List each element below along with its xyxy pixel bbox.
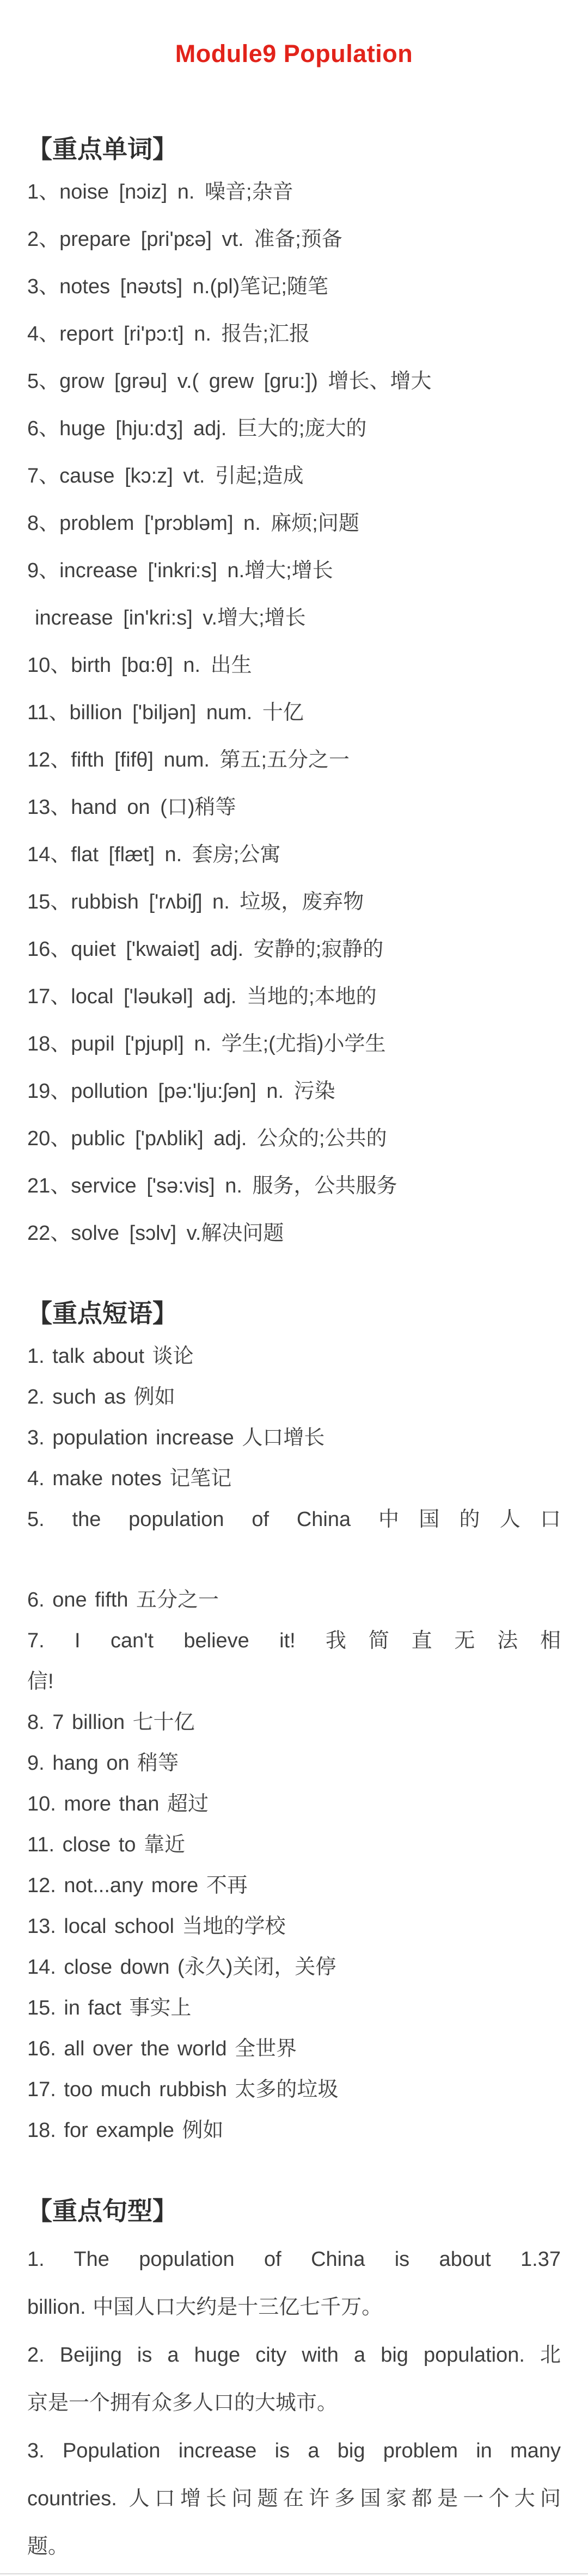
phrase-item: 15. in fact 事实上: [27, 1997, 192, 2019]
section-header-words: 【重点单词】: [27, 135, 177, 163]
phrase-item: 13. local school 当地的学校: [27, 1915, 286, 1938]
sentence-line: 1. The population of China is about 1.37: [27, 2248, 561, 2271]
sentence-list: [27, 2247, 561, 2559]
word-item: 8、problem ['prɔbləm] n. 麻烦;问题: [27, 512, 359, 535]
word-list: [27, 180, 561, 1268]
word-item: 4、report [ri'pɔ:t] n. 报告;汇报: [27, 323, 310, 345]
word-item: 17、local ['ləukəl] adj. 当地的;本地的: [27, 985, 377, 1008]
sentence-line: 3. Population increase is a big problem in many: [27, 2439, 561, 2462]
phrase-list: [27, 1344, 561, 2159]
phrase-item: 17. too much rubbish 太多的垃圾: [27, 2078, 339, 2101]
phrase-item: 4. make notes 记笔记: [27, 1467, 232, 1490]
bottom-divider: [0, 2573, 588, 2574]
word-item: 5、grow [grəu] v.( grew [gru:]) 增长、增大: [27, 370, 432, 393]
phrase-item: 7. I can't believe it! 我简直无法相: [27, 1629, 561, 1652]
phrase-item: 11. close to 靠近: [27, 1833, 186, 1856]
phrase-item: 16. all over the world 全世界: [27, 2037, 297, 2060]
sentence-line: countries. 人口增长问题在许多国家都是一个大问: [27, 2487, 561, 2510]
phrase-item: 18. for example 例如: [27, 2119, 224, 2142]
sentence-line: billion. 中国人口大约是十三亿七千万。: [27, 2296, 383, 2319]
section-header-sentences: 【重点句型】: [27, 2197, 177, 2225]
phrase-item: 12. not...any more 不再: [27, 1874, 248, 1897]
word-item: 2、prepare [pri'pɛə] vt. 准备;预备: [27, 228, 342, 251]
phrase-item: 5. the population of China 中国的人口: [27, 1508, 561, 1531]
phrase-item: 3. population increase 人口增长: [27, 1426, 325, 1449]
word-item: 10、birth [bɑ:θ] n. 出生: [27, 654, 252, 677]
phrase-item: 8. 7 billion 七十亿: [27, 1711, 195, 1734]
phrase-item: 1. talk about 谈论: [27, 1345, 194, 1368]
word-item: 18、pupil ['pjupl] n. 学生;(尤指)小学生: [27, 1033, 386, 1055]
word-item: 9、increase ['inkri:s] n.增大;增长: [27, 559, 333, 582]
word-item: 11、billion ['biljən] num. 十亿: [27, 701, 304, 724]
word-item: 19、pollution [pə:'lju:ʃən] n. 污染: [27, 1080, 335, 1103]
phrase-item: 14. close down (永久)关闭，关停: [27, 1956, 336, 1979]
page-title: Module9 Population: [175, 40, 413, 67]
word-item: 13、hand on (口)稍等: [27, 796, 236, 819]
word-item: increase [in'kri:s] v.增大;增长: [35, 607, 306, 629]
sentence-line: 京是一个拥有众多人口的大城市。: [27, 2392, 338, 2414]
word-item: 22、solve [sɔlv] v.解决问题: [27, 1222, 284, 1245]
phrase-item: 6. one fifth 五分之一: [27, 1589, 219, 1611]
word-item: 1、noise [nɔiz] n. 噪音;杂音: [27, 181, 293, 203]
phrase-item: 10. more than 超过: [27, 1793, 209, 1815]
word-item: 6、huge [hju:dʒ] adj. 巨大的;庞大的: [27, 417, 367, 440]
phrase-item: 9. hang on 稍等: [27, 1752, 179, 1775]
word-item: 21、service ['sə:vis] n. 服务，公共服务: [27, 1175, 397, 1197]
word-item: 14、flat [flæt] n. 套房;公寓: [27, 843, 281, 866]
sentence-line: 2. Beijing is a huge city with a big population. 北: [27, 2344, 561, 2367]
phrase-item: 2. such as 例如: [27, 1386, 175, 1409]
word-item: 7、cause [kɔ:z] vt. 引起;造成: [27, 465, 304, 487]
sentence-line: 题。: [27, 2535, 69, 2558]
word-item: 3、notes [nəʊts] n.(pl)笔记;随笔: [27, 275, 328, 298]
section-header-phrases: 【重点短语】: [27, 1299, 177, 1327]
word-item: 12、fifth [fifθ] num. 第五;五分之一: [27, 749, 350, 771]
word-item: 20、public ['pʌblik] adj. 公众的;公共的: [27, 1127, 387, 1150]
word-item: 16、quiet ['kwaiət] adj. 安静的;寂静的: [27, 938, 384, 961]
phrase-item: 信!: [27, 1670, 54, 1693]
word-item: 15、rubbish ['rʌbiʃ] n. 垃圾，废弃物: [27, 891, 364, 913]
